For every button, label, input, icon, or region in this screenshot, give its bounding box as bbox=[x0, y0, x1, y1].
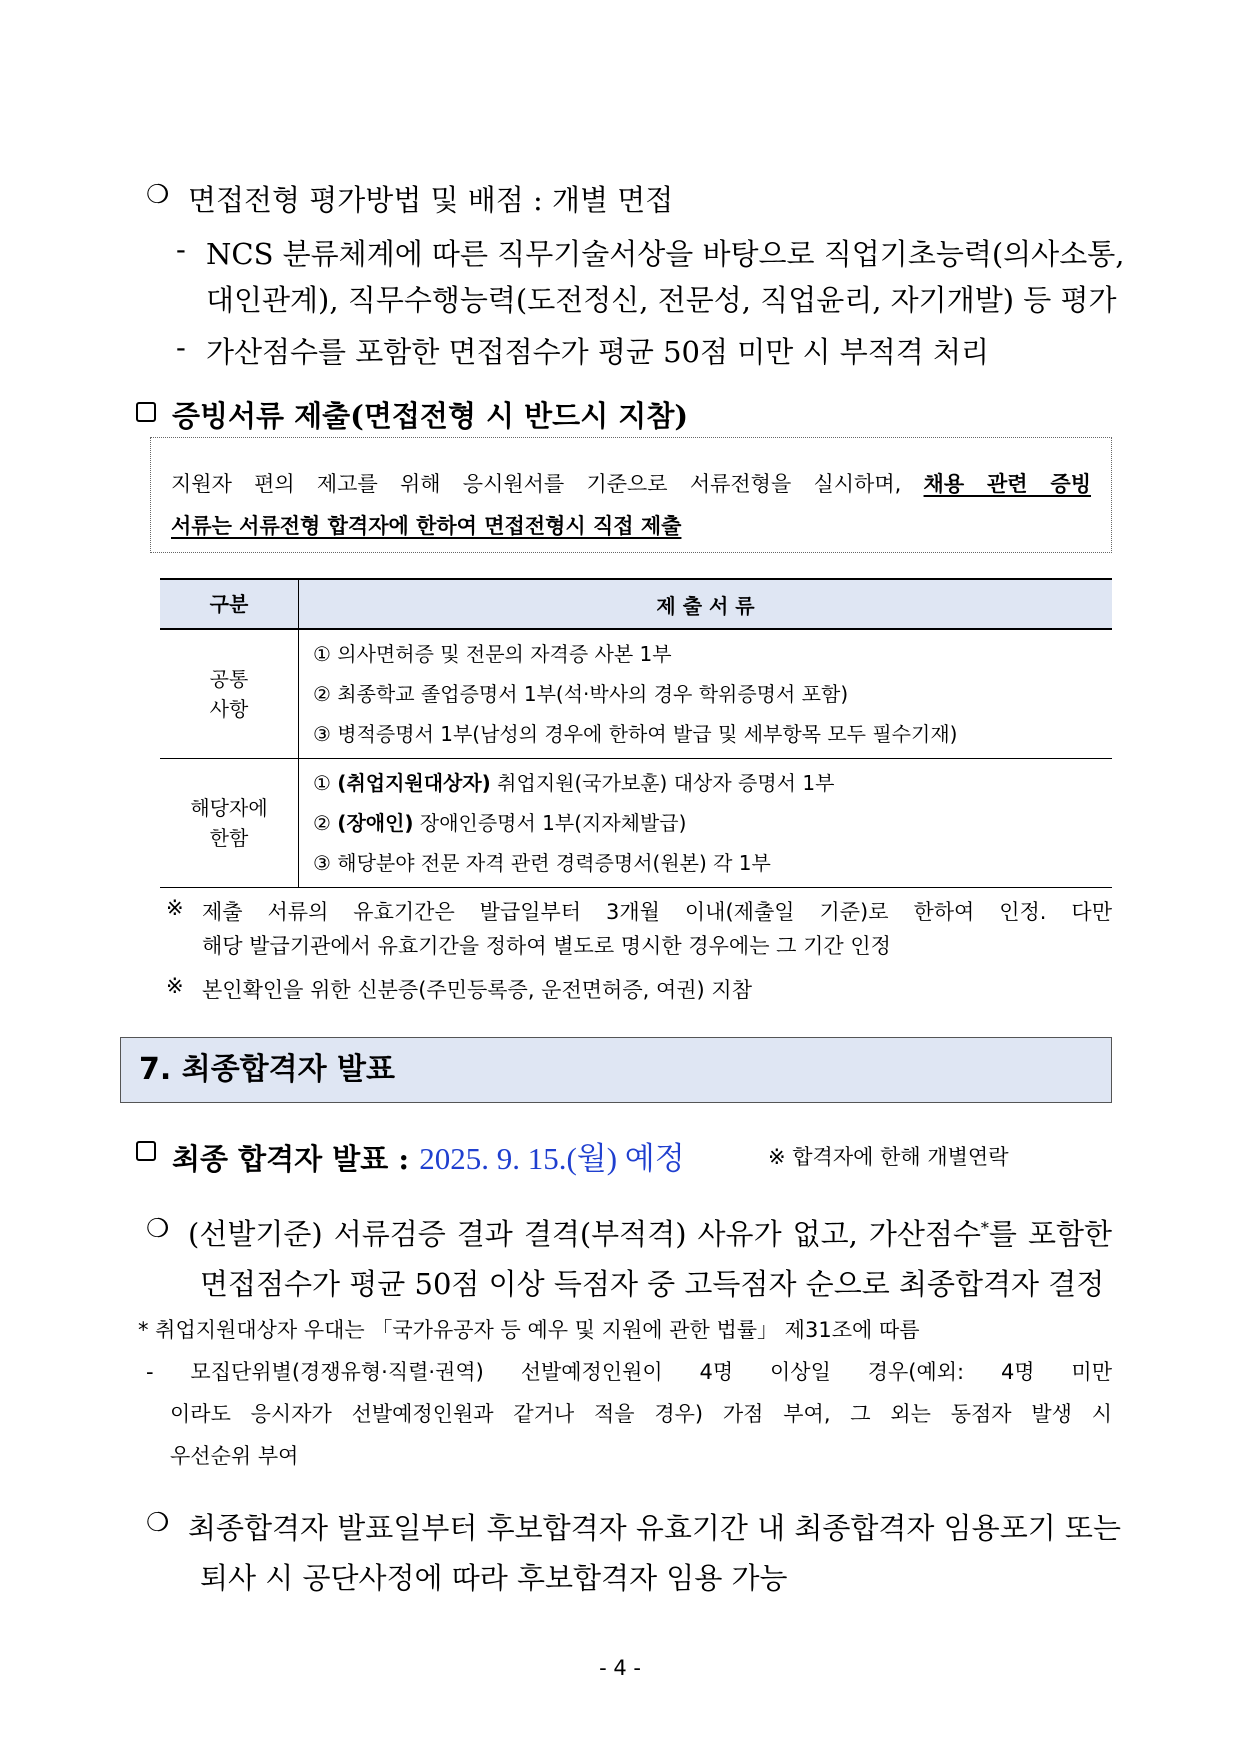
documents-table bbox=[160, 578, 1112, 888]
documents-cell bbox=[299, 629, 1113, 759]
announcement-line bbox=[172, 1133, 685, 1178]
square-bullet-icon bbox=[136, 1141, 156, 1161]
announcement-date: 2025. 9. 15.(월) 예정 bbox=[419, 1141, 685, 1176]
criteria-line2: 면접점수가 평균 50점 이상 득점자 중 고득점자 순으로 최종합격자 결정 bbox=[200, 1267, 1105, 1301]
note1-line2: 해당 발급기관에서 유효기간을 정하여 별도로 명시한 경우에는 그 기간 인정 bbox=[202, 934, 891, 958]
item-number: ① bbox=[313, 771, 338, 795]
notice-bold-text-2: 서류는 서류전형 합격자에 한하여 면접전형시 직접 제출 bbox=[171, 514, 682, 538]
dash-bullet: - bbox=[176, 330, 186, 364]
category-label: 공통 bbox=[209, 667, 249, 691]
sub-line3: 우선순위 부여 bbox=[170, 1444, 299, 1468]
documents-cell bbox=[299, 759, 1113, 888]
list-item bbox=[313, 803, 1111, 843]
category-cell bbox=[160, 759, 299, 888]
notice-bold-text-1: 채용 관련 증빙 bbox=[923, 472, 1091, 496]
evidence-heading: 증빙서류 제출(면접전형 시 반드시 지참) bbox=[172, 399, 689, 433]
circle-bullet-icon: ❍ bbox=[146, 1508, 170, 1538]
criteria-asterisk: * bbox=[980, 1218, 989, 1238]
sub-line2: 이라도 응시자가 선발예정인원과 같거나 적을 경우) 가점 부여, 그 외는 동점자 발생 시 bbox=[170, 1402, 1112, 1426]
list-item: ① 의사면허증 및 전문의 자격증 사본 1부 bbox=[313, 642, 672, 666]
dash-bullet: - bbox=[176, 232, 186, 266]
notice-line1 bbox=[171, 468, 1091, 498]
item-number: ③ bbox=[313, 851, 338, 875]
list-item bbox=[313, 843, 1111, 883]
interview-item2: 가산점수를 포함한 면접점수가 평균 50점 미만 시 부적격 처리 bbox=[206, 335, 989, 369]
list-item: ② 최종학교 졸업증명서 1부(석·박사의 경우 학위증명서 포함) bbox=[313, 682, 849, 706]
announcement-label: 최종 합격자 발표 : bbox=[172, 1142, 420, 1176]
table-row bbox=[160, 629, 1112, 759]
item-bold-label: (취업지원대상자) bbox=[337, 771, 491, 795]
criteria-text-end: 를 포함한 bbox=[988, 1217, 1112, 1251]
interview-title: 면접전형 평가방법 및 배점 : 개별 면접 bbox=[188, 183, 674, 217]
category-label: 사항 bbox=[209, 697, 249, 721]
reference-mark-icon: ※ bbox=[166, 896, 184, 920]
item-text: 장애인증명서 1부(지자체발급) bbox=[413, 811, 687, 835]
notice-line2 bbox=[171, 510, 1091, 540]
reserve-line2: 퇴사 시 공단사정에 따라 후보합격자 임용 가능 bbox=[200, 1561, 788, 1595]
category-label: 해당자에 bbox=[190, 796, 268, 820]
list-item bbox=[313, 763, 1111, 803]
item-bold-label: (장애인) bbox=[337, 811, 414, 835]
circle-bullet-icon: ❍ bbox=[146, 1214, 170, 1244]
header-documents: 제 출 서 류 bbox=[299, 579, 1113, 629]
criteria-text: (선발기준) 서류검증 결과 결격(부적격) 사유가 없고, 가산점수 bbox=[188, 1217, 981, 1251]
footnote: * 취업지원대상자 우대는 「국가유공자 등 예우 및 지원에 관한 법률」 제31조에 따름 bbox=[138, 1318, 920, 1342]
interview-item1-line2: 대인관계), 직무수행능력(도전정신, 전문성, 직업윤리, 자기개발) 등 평가 bbox=[206, 283, 1117, 317]
list-item: ③ 병적증명서 1부(남성의 경우에 한하여 발급 및 세부항목 모두 필수기재) bbox=[313, 722, 958, 746]
item-text: 해당분야 전문 자격 관련 경력증명서(원본) 각 1부 bbox=[337, 851, 771, 875]
notice-box bbox=[150, 437, 1112, 553]
category-cell bbox=[160, 629, 299, 759]
notice-plain-text: 지원자 편의 제고를 위해 응시원서를 기준으로 서류전형을 실시하며, bbox=[171, 472, 924, 496]
note1-line1: 제출 서류의 유효기간은 발급일부터 3개월 이내(제출일 기준)로 한하여 인정. 다만 bbox=[202, 900, 1112, 924]
reference-mark-icon: ※ bbox=[166, 974, 184, 998]
item-text: 취업지원(국가보훈) 대상자 증명서 1부 bbox=[490, 771, 835, 795]
criteria-line1 bbox=[188, 1212, 1112, 1253]
page-number: - 4 - bbox=[599, 1656, 641, 1680]
reserve-line1: 최종합격자 발표일부터 후보합격자 유효기간 내 최종합격자 임용포기 또는 bbox=[188, 1511, 1121, 1545]
header-category: 구분 bbox=[160, 579, 299, 629]
category-label: 한함 bbox=[209, 826, 249, 850]
square-bullet-icon bbox=[136, 402, 156, 422]
announcement-note: ※ 합격자에 한해 개별연락 bbox=[768, 1145, 1009, 1169]
interview-item1-line1: NCS 분류체계에 따른 직무기술서상을 바탕으로 직업기초능력(의사소통, bbox=[206, 237, 1125, 271]
note2: 본인확인을 위한 신분증(주민등록증, 운전면허증, 여권) 지참 bbox=[202, 978, 752, 1002]
section7-title: 7. 최종합격자 발표 bbox=[120, 1037, 1112, 1103]
table-row bbox=[160, 759, 1112, 888]
item-number: ② bbox=[313, 811, 338, 835]
sub-line1: - 모집단위별(경쟁유형·직렬·권역) 선발예정인원이 4명 이상일 경우(예외: 4명 미만 bbox=[146, 1360, 1112, 1384]
circle-bullet-icon: ❍ bbox=[146, 180, 170, 210]
